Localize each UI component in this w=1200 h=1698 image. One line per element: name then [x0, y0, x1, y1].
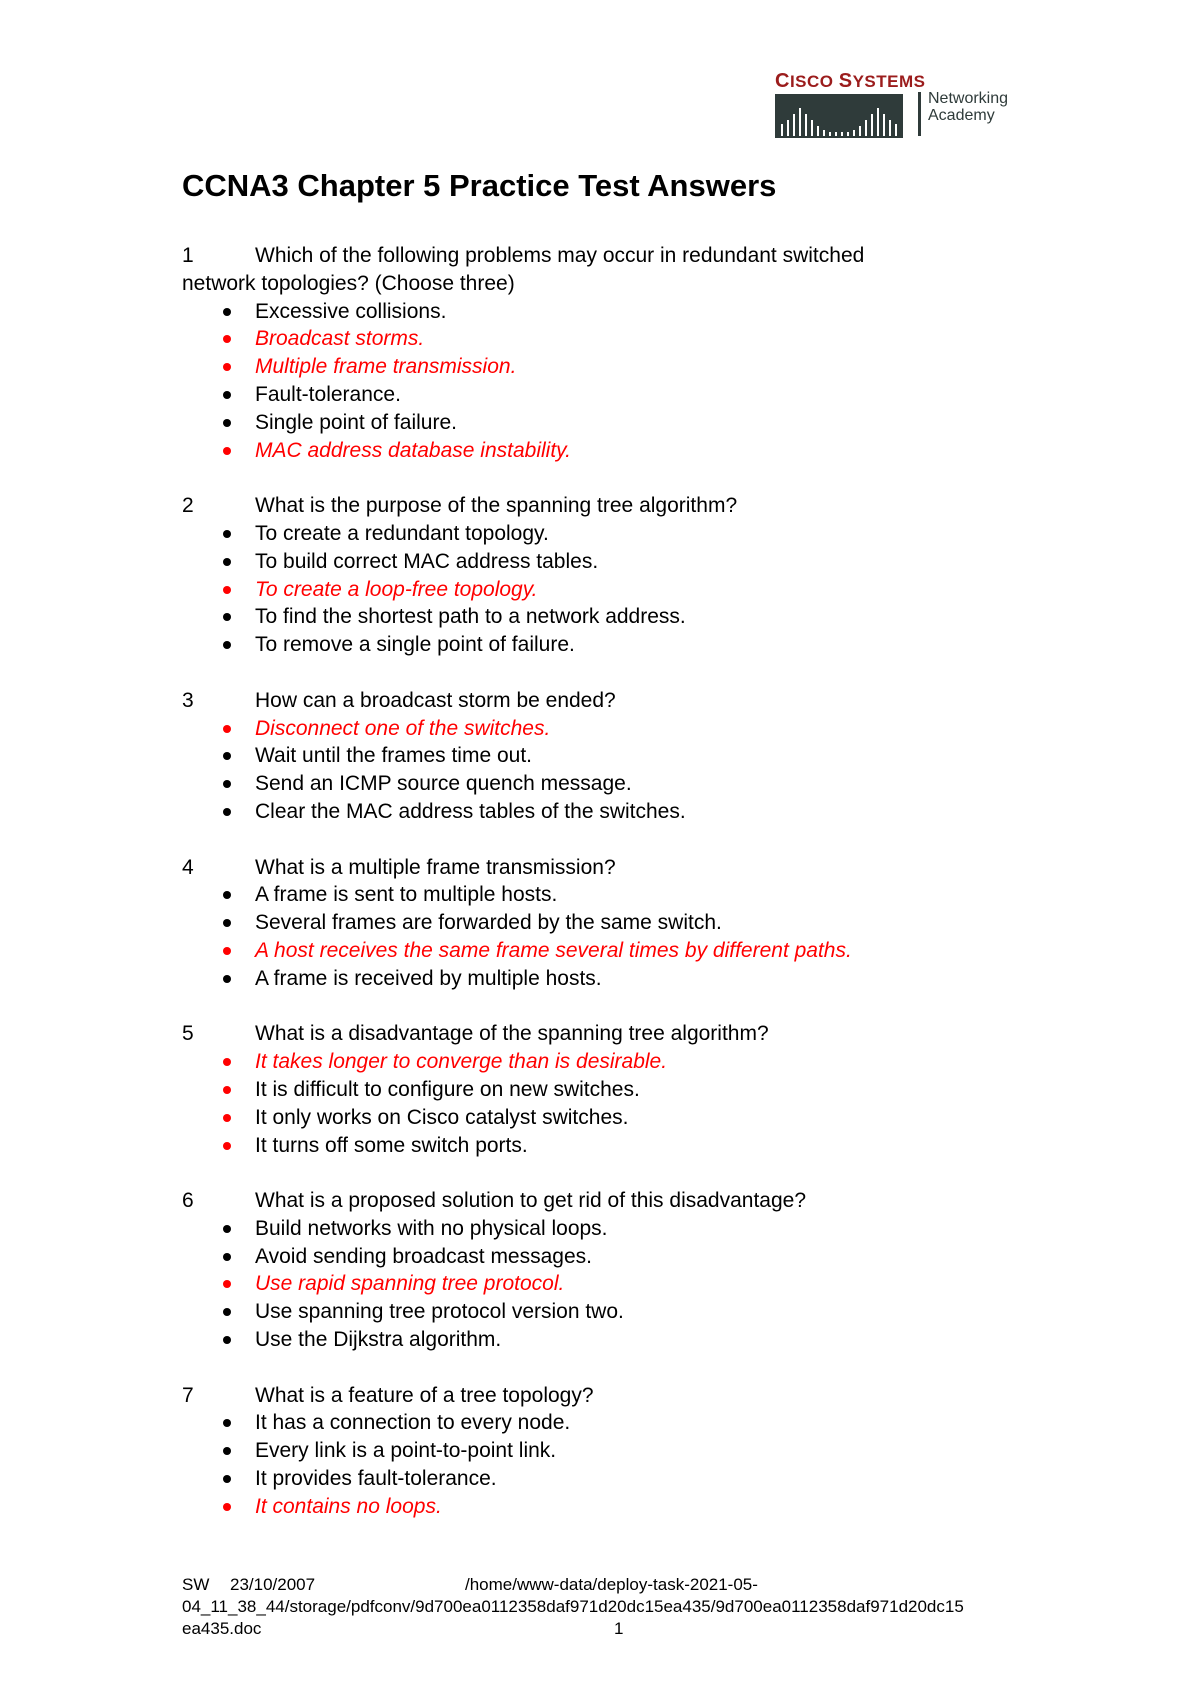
bullet-icon — [223, 1336, 231, 1344]
bullet-icon — [223, 780, 231, 788]
option-text: To create a loop-free topology. — [255, 577, 538, 601]
question-list — [182, 242, 1052, 1548]
bullet-icon — [223, 725, 231, 733]
answer-option — [182, 1215, 1052, 1243]
answer-option — [182, 631, 1052, 659]
question-number: 1 — [182, 244, 194, 267]
option-text: Send an ICMP source quench message. — [255, 772, 632, 796]
answer-option — [182, 1132, 1052, 1160]
cisco-systems-wordmark: CISCO SYSTEMS — [775, 70, 926, 92]
bullet-icon — [223, 447, 231, 455]
bullet-icon — [223, 947, 231, 955]
question-text — [182, 687, 1052, 715]
answer-option — [182, 1298, 1052, 1326]
answer-option — [182, 1243, 1052, 1271]
answer-option — [182, 1326, 1052, 1354]
option-text: It only works on Cisco catalyst switches. — [255, 1105, 629, 1129]
cisco-networking-academy-logo — [775, 70, 1035, 140]
answer-option — [182, 520, 1052, 548]
answer-option — [182, 1409, 1052, 1437]
correct-answer-option — [182, 937, 1052, 965]
bullet-icon — [223, 641, 231, 649]
answer-option — [182, 298, 1052, 326]
question-number: 7 — [182, 1383, 194, 1407]
bullet-icon — [223, 558, 231, 566]
option-text: It takes longer to converge than is desirable. — [255, 1050, 668, 1074]
question-stem: How can a broadcast storm be ended? — [255, 688, 616, 712]
option-text: It is difficult to configure on new switches. — [255, 1077, 640, 1101]
correct-answer-option — [182, 325, 1052, 353]
question-5 — [182, 1020, 1052, 1159]
question-3 — [182, 687, 1052, 826]
correct-answer-option — [182, 1048, 1052, 1076]
option-text: A frame is sent to multiple hosts. — [255, 883, 558, 907]
bullet-icon — [223, 1225, 231, 1233]
question-text — [182, 242, 1052, 270]
footer-filename: ea435.doc — [182, 1619, 262, 1638]
question-text — [182, 1020, 1052, 1048]
answer-options — [182, 881, 1052, 992]
option-text: Disconnect one of the switches. — [255, 716, 551, 740]
option-text: Multiple frame transmission. — [255, 355, 517, 379]
correct-answer-option — [182, 1493, 1052, 1521]
question-6 — [182, 1187, 1052, 1354]
option-text: It has a connection to every node. — [255, 1411, 571, 1435]
footer-date: 23/10/2007 — [230, 1575, 316, 1594]
option-text: Every link is a point-to-point link. — [255, 1439, 557, 1463]
option-text: Use spanning tree protocol version two. — [255, 1300, 624, 1324]
bullet-icon — [223, 1308, 231, 1316]
question-number: 2 — [182, 494, 194, 518]
question-number: 6 — [182, 1189, 194, 1213]
answer-option — [182, 798, 1052, 826]
option-text: MAC address database instability. — [255, 438, 571, 462]
option-text: It turns off some switch ports. — [255, 1133, 528, 1157]
answer-option — [182, 1437, 1052, 1465]
bullet-icon — [223, 1058, 231, 1066]
option-text: Fault-tolerance. — [255, 382, 401, 406]
bullet-icon — [223, 1086, 231, 1094]
page-number: 1 — [614, 1619, 624, 1638]
question-text — [182, 492, 1052, 520]
bullet-icon — [223, 1419, 231, 1427]
option-text: Use the Dijkstra algorithm. — [255, 1328, 502, 1352]
correct-answer-option — [182, 1270, 1052, 1298]
logo-divider — [918, 92, 921, 136]
footer-path-continued: 04_11_38_44/storage/pdfconv/9d700ea0112358daf971d20dc15ea435/9d700ea0112358daf971d20dc15 — [182, 1597, 964, 1616]
bridge-bars-icon — [775, 94, 903, 138]
option-text: It provides fault-tolerance. — [255, 1467, 497, 1491]
question-text — [182, 854, 1052, 882]
option-text: A host receives the same frame several times by different paths. — [255, 938, 852, 962]
bullet-icon — [223, 1114, 231, 1122]
answer-option — [182, 409, 1052, 437]
answer-option — [182, 603, 1052, 631]
question-stem-continued: network topologies? (Choose three) — [182, 271, 515, 295]
option-text: Avoid sending broadcast messages. — [255, 1244, 592, 1268]
answer-option — [182, 881, 1052, 909]
question-1 — [182, 242, 1052, 464]
page-title: CCNA3 Chapter 5 Practice Test Answers — [182, 168, 777, 203]
question-stem: What is a multiple frame transmission? — [255, 855, 616, 879]
answer-options — [182, 1048, 1052, 1159]
question-number: 5 — [182, 1022, 194, 1046]
question-number: 3 — [182, 688, 194, 712]
bullet-icon — [223, 363, 231, 371]
question-stem: What is the purpose of the spanning tree algorithm? — [255, 494, 738, 518]
answer-options — [182, 520, 1052, 659]
question-stem: What is a proposed solution to get rid of this disadvantage? — [255, 1189, 807, 1213]
answer-options — [182, 1215, 1052, 1354]
bullet-icon — [223, 391, 231, 399]
option-text: It contains no loops. — [255, 1494, 442, 1518]
option-text: To create a redundant topology. — [255, 521, 549, 545]
option-text: Clear the MAC address tables of the switches. — [255, 799, 686, 823]
bullet-icon — [223, 530, 231, 538]
bullet-icon — [223, 1142, 231, 1150]
option-text: Build networks with no physical loops. — [255, 1216, 608, 1240]
question-2 — [182, 492, 1052, 659]
correct-answer-option — [182, 576, 1052, 604]
networking-academy-text: Networking Academy — [928, 90, 1009, 124]
bullet-icon — [223, 975, 231, 983]
question-text — [182, 1187, 1052, 1215]
bullet-icon — [223, 613, 231, 621]
question-stem: Which of the following problems may occur in redundant switched — [255, 244, 865, 267]
option-text: To find the shortest path to a network address. — [255, 605, 686, 629]
answer-options — [182, 715, 1052, 826]
bullet-icon — [223, 919, 231, 927]
answer-options — [182, 298, 1052, 465]
question-4 — [182, 854, 1052, 993]
bullet-icon — [223, 752, 231, 760]
bullet-icon — [223, 1447, 231, 1455]
footer-author: SW — [182, 1575, 210, 1594]
answer-option — [182, 770, 1052, 798]
bullet-icon — [223, 586, 231, 594]
question-number: 4 — [182, 855, 194, 879]
question-stem: What is a feature of a tree topology? — [255, 1383, 594, 1407]
answer-option — [182, 742, 1052, 770]
option-text: Use rapid spanning tree protocol. — [255, 1272, 565, 1296]
answer-option — [182, 381, 1052, 409]
option-text: Several frames are forwarded by the same switch. — [255, 911, 722, 935]
option-text: Wait until the frames time out. — [255, 744, 532, 768]
option-text: To build correct MAC address tables. — [255, 549, 599, 573]
footer-path: /home/www-data/deploy-task-2021-05- — [465, 1575, 758, 1594]
answer-option — [182, 1076, 1052, 1104]
answer-option — [182, 1465, 1052, 1493]
option-text: Excessive collisions. — [255, 299, 447, 323]
option-text: A frame is received by multiple hosts. — [255, 966, 602, 990]
answer-options — [182, 1409, 1052, 1520]
answer-option — [182, 909, 1052, 937]
bullet-icon — [223, 335, 231, 343]
cisco-bridge-logo-icon — [775, 94, 903, 138]
bullet-icon — [223, 1253, 231, 1261]
answer-option — [182, 965, 1052, 993]
bullet-icon — [223, 1503, 231, 1511]
answer-option — [182, 1104, 1052, 1132]
bullet-icon — [223, 808, 231, 816]
correct-answer-option — [182, 437, 1052, 465]
option-text: To remove a single point of failure. — [255, 633, 575, 657]
option-text: Broadcast storms. — [255, 327, 425, 351]
question-7 — [182, 1382, 1052, 1521]
option-text: Single point of failure. — [255, 410, 457, 434]
bullet-icon — [223, 1280, 231, 1288]
bullet-icon — [223, 891, 231, 899]
bullet-icon — [223, 419, 231, 427]
question-text — [182, 1382, 1052, 1410]
question-stem: What is a disadvantage of the spanning tree algorithm? — [255, 1022, 769, 1046]
bullet-icon — [223, 1475, 231, 1483]
answer-option — [182, 548, 1052, 576]
correct-answer-option — [182, 715, 1052, 743]
correct-answer-option — [182, 353, 1052, 381]
page-footer — [182, 1574, 1052, 1640]
bullet-icon — [223, 308, 231, 316]
